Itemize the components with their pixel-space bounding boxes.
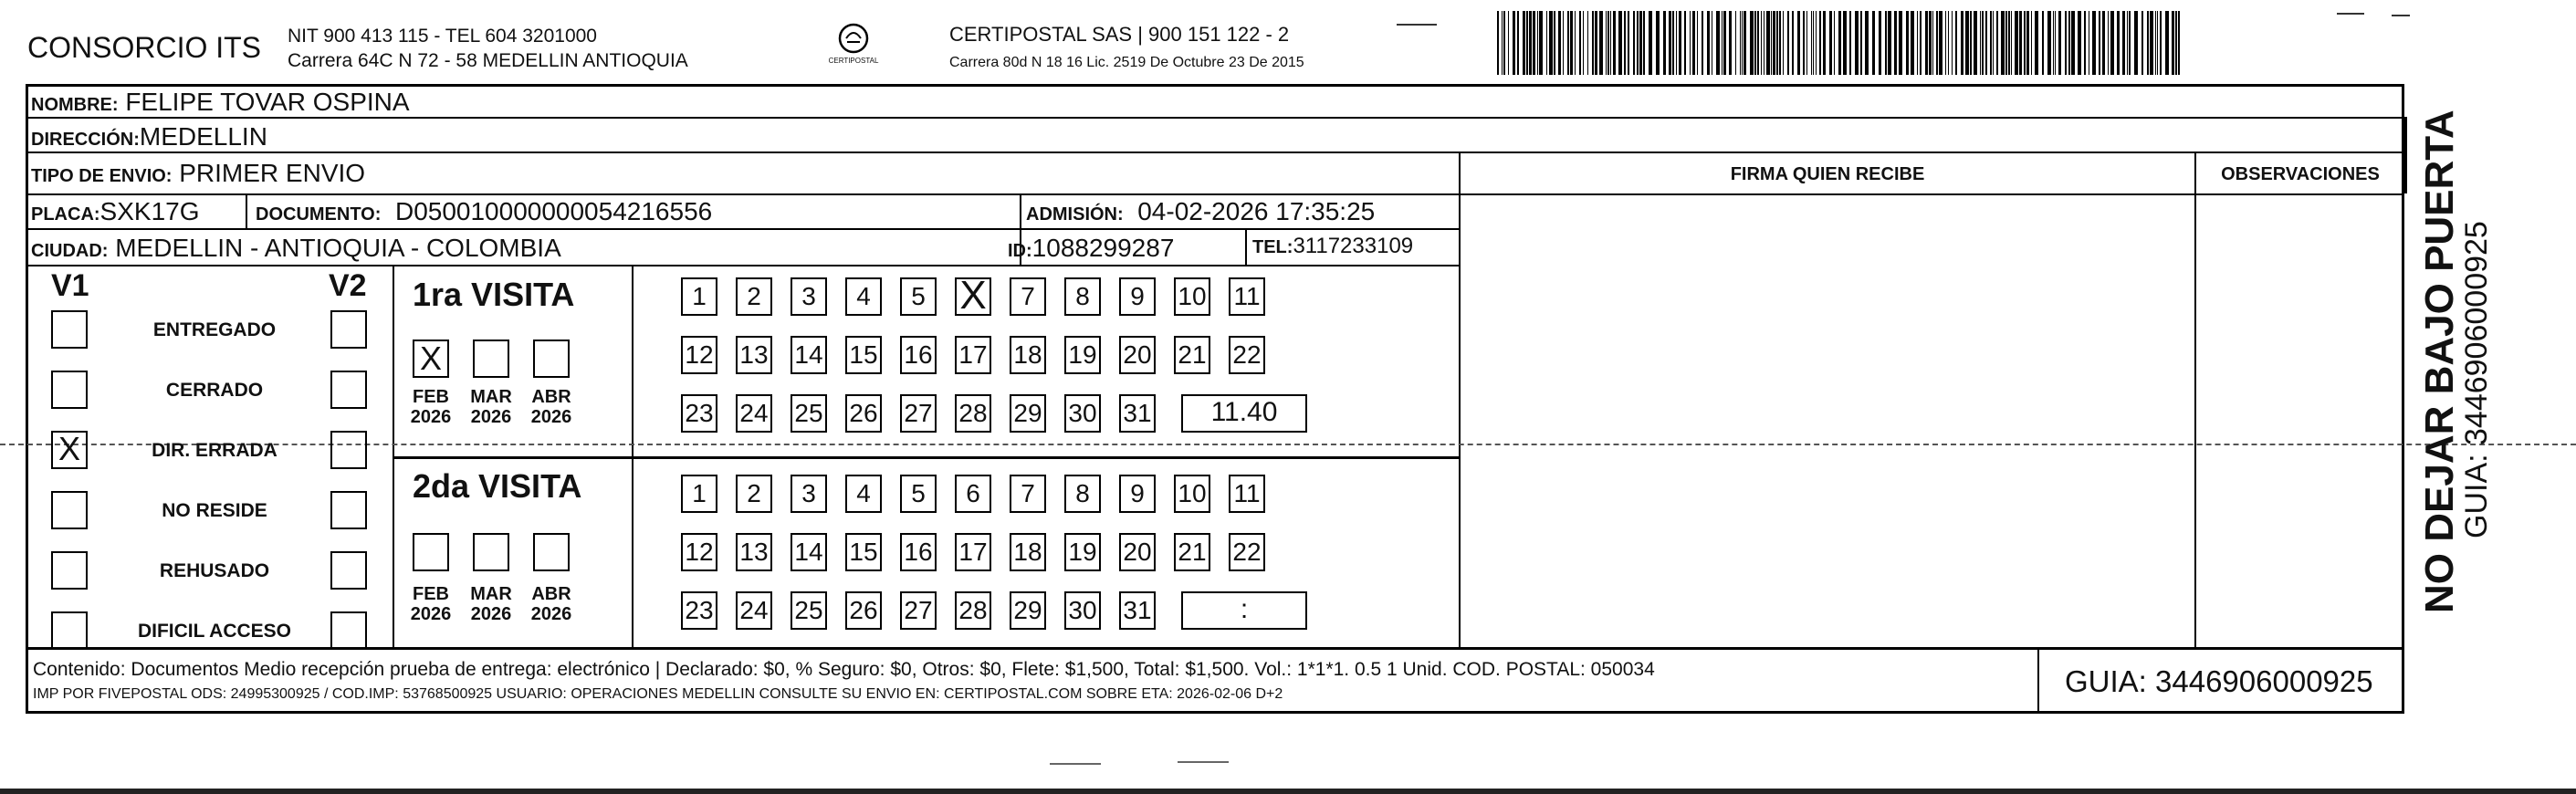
v2-checkbox bbox=[330, 551, 367, 590]
barcode-bar bbox=[1497, 11, 1499, 75]
barcode-bar bbox=[1628, 11, 1629, 75]
visit2-day-box: 10 bbox=[1174, 475, 1210, 513]
visit1-day-box: 25 bbox=[791, 394, 827, 433]
barcode-bar bbox=[1537, 11, 1538, 75]
barcode-bar bbox=[2053, 11, 2054, 75]
visit2-month-checkbox bbox=[413, 533, 449, 571]
barcode-bar bbox=[1716, 11, 1720, 75]
barcode-bar bbox=[2026, 11, 2029, 75]
barcode-bar bbox=[1744, 11, 1746, 75]
v2-checkbox bbox=[330, 371, 367, 409]
barcode-bar bbox=[1722, 11, 1723, 75]
visit1-day-box: 27 bbox=[900, 394, 937, 433]
visit2-day-box: 15 bbox=[845, 533, 882, 571]
barcode-bar bbox=[1803, 11, 1805, 75]
barcode-bar bbox=[2108, 11, 2109, 75]
visit1-title: 1ra VISITA bbox=[413, 276, 575, 313]
barcode-bar bbox=[2071, 11, 2075, 75]
barcode-bar bbox=[2058, 11, 2061, 75]
barcode-bar bbox=[1980, 11, 1981, 75]
barcode-bar bbox=[1607, 11, 1609, 75]
company-contact bbox=[288, 24, 688, 73]
barcode-bar bbox=[1579, 11, 1581, 75]
visit1-day-box: 3 bbox=[791, 277, 827, 316]
month-name: FEB bbox=[413, 584, 449, 604]
barcode-bar bbox=[1567, 11, 1569, 75]
status-reason-label: ENTREGADO bbox=[152, 319, 277, 340]
visit1-day-box: 10 bbox=[1174, 277, 1210, 316]
barcode-bar bbox=[2065, 11, 2067, 75]
visit2-day-box: 7 bbox=[1010, 475, 1046, 513]
v2-checkbox bbox=[330, 431, 367, 469]
barcode-bar bbox=[2055, 11, 2056, 75]
certipostal-address: Carrera 80d N 18 16 Lic. 2519 De Octubre 23 De 2015 bbox=[949, 55, 1304, 70]
v1-label: V1 bbox=[51, 268, 89, 303]
barcode-bar bbox=[1570, 11, 1573, 75]
barcode-bar bbox=[1955, 11, 1957, 75]
barcode-bar bbox=[1529, 11, 1532, 75]
visit2-day-box: 20 bbox=[1119, 533, 1156, 571]
visit2-month-label bbox=[403, 584, 458, 624]
barcode-bar bbox=[1872, 11, 1875, 75]
barcode-bar bbox=[1952, 11, 1953, 75]
scan-edge bbox=[0, 789, 2576, 794]
barcode-bar bbox=[1587, 11, 1588, 75]
barcode-bar bbox=[1811, 11, 1812, 75]
visit2-day-box: 28 bbox=[955, 591, 991, 630]
visit1-day-box: 11 bbox=[1229, 277, 1265, 316]
month-name: MAR bbox=[470, 387, 512, 407]
barcode-bar bbox=[2157, 11, 2158, 75]
nombre-field: NOMBRE: FELIPE TOVAR OSPINA bbox=[31, 88, 410, 116]
visit1-day-box: 22 bbox=[1229, 336, 1265, 374]
barcode-bar bbox=[1610, 11, 1611, 75]
barcode-bar bbox=[1575, 11, 1576, 75]
visit2-day-box: 8 bbox=[1064, 475, 1101, 513]
visit2-day-box: 13 bbox=[736, 533, 772, 571]
visit1-month-checkbox: X bbox=[413, 340, 449, 378]
v2-checkbox bbox=[330, 611, 367, 650]
firma-header: FIRMA QUIEN RECIBE bbox=[1730, 164, 1925, 184]
barcode-bar bbox=[1948, 11, 1949, 75]
v1-checkbox bbox=[51, 371, 88, 409]
barcode-bar bbox=[1613, 11, 1616, 75]
barcode-bar bbox=[1639, 11, 1642, 75]
barcode-bar bbox=[1945, 11, 1946, 75]
barcode-bar bbox=[1583, 11, 1584, 75]
barcode-icon bbox=[1497, 11, 2182, 75]
barcode-bar bbox=[1649, 11, 1652, 75]
visit2-day-box: 11 bbox=[1229, 475, 1265, 513]
visit1-time-box: 11.40 bbox=[1181, 394, 1307, 433]
barcode-bar bbox=[1684, 11, 1686, 75]
v2-checkbox bbox=[330, 310, 367, 349]
visit1-day-box: 26 bbox=[845, 394, 882, 433]
visit2-day-box: 17 bbox=[955, 533, 991, 571]
barcode-bar bbox=[1554, 11, 1555, 75]
visit2-day-box: 12 bbox=[681, 533, 717, 571]
barcode-bar bbox=[2092, 11, 2096, 75]
month-name: FEB bbox=[413, 387, 449, 407]
barcode-bar bbox=[2110, 11, 2114, 75]
visit1-day-box: 16 bbox=[900, 336, 937, 374]
barcode-bar bbox=[1899, 11, 1902, 75]
visit2-day-box: 6 bbox=[955, 475, 991, 513]
visit1-day-box: 4 bbox=[845, 277, 882, 316]
barcode-bar bbox=[1633, 11, 1635, 75]
barcode-bar bbox=[1754, 11, 1756, 75]
barcode-bar bbox=[1503, 11, 1505, 75]
barcode-bar bbox=[1697, 11, 1698, 75]
visit1-day-box: 5 bbox=[900, 277, 937, 316]
visit2-day-box: 4 bbox=[845, 475, 882, 513]
barcode-bar bbox=[2147, 11, 2149, 75]
visit2-month-checkbox bbox=[473, 533, 509, 571]
visit2-day-box: 23 bbox=[681, 591, 717, 630]
barcode-bar bbox=[2005, 11, 2007, 75]
barcode-bar bbox=[1843, 11, 1847, 75]
barcode-bar bbox=[1982, 11, 1984, 75]
barcode-bar bbox=[1757, 11, 1759, 75]
barcode-bar bbox=[1539, 11, 1543, 75]
barcode-bar bbox=[2011, 11, 2012, 75]
footer-guia: GUIA: 3446906000925 bbox=[2065, 664, 2373, 698]
barcode-bar bbox=[1823, 11, 1826, 75]
observaciones-header: OBSERVACIONES bbox=[2221, 164, 2380, 184]
nit-line: NIT 900 413 115 - TEL 604 3201000 bbox=[288, 26, 597, 47]
visit1-day-box: 18 bbox=[1010, 336, 1046, 374]
visit1-day-box: 2 bbox=[736, 277, 772, 316]
side-guia: GUIA: 3446906000925 bbox=[2459, 221, 2494, 538]
barcode-bar bbox=[1929, 11, 1932, 75]
visit1-month-checkbox bbox=[473, 340, 509, 378]
scan-speck bbox=[1178, 761, 1229, 763]
barcode-bar bbox=[1592, 11, 1594, 75]
month-year: 2026 bbox=[470, 407, 512, 427]
barcode-bar bbox=[2078, 11, 2081, 75]
visit1-day-box: 17 bbox=[955, 336, 991, 374]
visit2-day-box: 31 bbox=[1119, 591, 1156, 630]
barcode-bar bbox=[1771, 11, 1772, 75]
barcode-bar bbox=[1993, 11, 1994, 75]
barcode-bar bbox=[1502, 11, 1503, 75]
barcode-bar bbox=[1990, 11, 1992, 75]
barcode-bar bbox=[2042, 11, 2044, 75]
status-reason-label: NO RESIDE bbox=[162, 500, 267, 521]
barcode-bar bbox=[1740, 11, 1741, 75]
v1-checkbox: X bbox=[51, 431, 88, 469]
barcode-bar bbox=[1787, 11, 1789, 75]
v2-label: V2 bbox=[329, 268, 367, 303]
barcode-bar bbox=[1549, 11, 1553, 75]
barcode-bar bbox=[1860, 11, 1862, 75]
visit1-day-box: 13 bbox=[736, 336, 772, 374]
barcode-bar bbox=[2178, 11, 2180, 75]
v1-checkbox bbox=[51, 551, 88, 590]
barcode-bar bbox=[1773, 11, 1775, 75]
v1-checkbox bbox=[51, 491, 88, 529]
barcode-bar bbox=[1563, 11, 1564, 75]
visit1-day-box: 14 bbox=[791, 336, 827, 374]
barcode-bar bbox=[1742, 11, 1743, 75]
month-year: 2026 bbox=[410, 407, 452, 427]
barcode-bar bbox=[1834, 11, 1835, 75]
visit2-day-box: 29 bbox=[1010, 591, 1046, 630]
barcode-bar bbox=[2102, 11, 2105, 75]
status-reason-label: CERRADO bbox=[165, 380, 264, 401]
visit1-month-checkbox bbox=[533, 340, 570, 378]
visit2-month-checkbox bbox=[533, 533, 570, 571]
barcode-bar bbox=[1792, 11, 1794, 75]
visit1-day-box: 7 bbox=[1010, 277, 1046, 316]
status-reason-label: REHUSADO bbox=[159, 560, 270, 581]
barcode-bar bbox=[1637, 11, 1639, 75]
barcode-bar bbox=[1932, 11, 1933, 75]
barcode-bar bbox=[1558, 11, 1561, 75]
barcode-bar bbox=[1707, 11, 1710, 75]
barcode-bar bbox=[2172, 11, 2174, 75]
v1-checkbox bbox=[51, 611, 88, 650]
barcode-bar bbox=[2122, 11, 2125, 75]
visit2-day-box: 21 bbox=[1174, 533, 1210, 571]
scan-speck bbox=[2392, 15, 2410, 16]
visit1-day-box: 19 bbox=[1064, 336, 1101, 374]
barcode-bar bbox=[1783, 11, 1784, 75]
visit2-month-label bbox=[524, 584, 579, 624]
barcode-bar bbox=[1806, 11, 1807, 75]
barcode-bar bbox=[1813, 11, 1814, 75]
visit2-day-box: 30 bbox=[1064, 591, 1101, 630]
barcode-bar bbox=[1965, 11, 1969, 75]
barcode-bar bbox=[1797, 11, 1800, 75]
barcode-bar bbox=[1618, 11, 1622, 75]
barcode-bar bbox=[1855, 11, 1859, 75]
barcode-bar bbox=[1761, 11, 1762, 75]
visit1-day-box: 1 bbox=[681, 277, 717, 316]
barcode-bar bbox=[1656, 11, 1660, 75]
barcode-bar bbox=[2047, 11, 2051, 75]
barcode-bar bbox=[1766, 11, 1770, 75]
barcode-bar bbox=[1526, 11, 1528, 75]
footer-imp: IMP POR FIVEPOSTAL ODS: 24995300925 / COD.IMP: 53768500925 USUARIO: OPERACIONES MEDELLIN CONSULTE SU ENVIO EN: CERTIPOSTAL.COM SOBRE ETA: 2026-02-06 D+2 bbox=[33, 686, 1283, 702]
barcode-bar bbox=[2175, 11, 2177, 75]
month-year: 2026 bbox=[530, 407, 572, 427]
status-reason-label: DIR. ERRADA bbox=[152, 440, 277, 461]
barcode-bar bbox=[1676, 11, 1677, 75]
tel-field: TEL:3117233109 bbox=[1252, 234, 1414, 258]
visit2-day-box: 27 bbox=[900, 591, 937, 630]
visit2-time-box: : bbox=[1181, 591, 1307, 630]
barcode-bar bbox=[1643, 11, 1645, 75]
barcode-bar bbox=[1776, 11, 1778, 75]
visit1-month-label bbox=[464, 387, 518, 427]
visit1-day-box: 23 bbox=[681, 394, 717, 433]
visit2-title: 2da VISITA bbox=[413, 467, 582, 505]
barcode-bar bbox=[1533, 11, 1535, 75]
visit2-day-box: 24 bbox=[736, 591, 772, 630]
barcode-bar bbox=[2127, 11, 2128, 75]
scan-speck bbox=[1397, 24, 1437, 26]
visit1-day-box: 15 bbox=[845, 336, 882, 374]
barcode-bar bbox=[2068, 11, 2070, 75]
visit2-day-box: 14 bbox=[791, 533, 827, 571]
v1-checkbox bbox=[51, 310, 88, 349]
barcode-bar bbox=[2141, 11, 2143, 75]
visit2-day-box: 18 bbox=[1010, 533, 1046, 571]
visit1-day-box: 30 bbox=[1064, 394, 1101, 433]
barcode-bar bbox=[2134, 11, 2138, 75]
visit2-day-box: 5 bbox=[900, 475, 937, 513]
visit1-day-box: 12 bbox=[681, 336, 717, 374]
scan-speck bbox=[2337, 13, 2364, 15]
barcode-bar bbox=[1723, 11, 1726, 75]
visit2-day-box: 22 bbox=[1229, 533, 1265, 571]
month-year: 2026 bbox=[410, 604, 452, 624]
barcode-bar bbox=[2015, 11, 2018, 75]
barcode-bar bbox=[1849, 11, 1851, 75]
month-name: ABR bbox=[531, 584, 571, 604]
barcode-bar bbox=[1819, 11, 1821, 75]
barcode-bar bbox=[2160, 11, 2162, 75]
scan-speck bbox=[1050, 763, 1101, 765]
visit2-day-box: 16 bbox=[900, 533, 937, 571]
visit1-day-box: 21 bbox=[1174, 336, 1210, 374]
barcode-bar bbox=[1939, 11, 1942, 75]
barcode-bar bbox=[1690, 11, 1691, 75]
barcode-bar bbox=[1729, 11, 1732, 75]
barcode-bar bbox=[1606, 11, 1607, 75]
placa-field: PLACA:SXK17G bbox=[31, 197, 200, 225]
barcode-bar bbox=[1672, 11, 1674, 75]
barcode-bar bbox=[1865, 11, 1869, 75]
visit2-day-box: 2 bbox=[736, 475, 772, 513]
barcode-bar bbox=[1911, 11, 1914, 75]
barcode-bar bbox=[1925, 11, 1928, 75]
barcode-bar bbox=[1996, 11, 1998, 75]
barcode-bar bbox=[1885, 11, 1887, 75]
barcode-bar bbox=[2001, 11, 2005, 75]
no-dejar-bajo-puerta: NO DEJAR BAJO PUERTA bbox=[2417, 110, 2462, 613]
visit1-day-box: 8 bbox=[1064, 277, 1101, 316]
direccion-field: DIRECCIÓN:MEDELLIN bbox=[31, 122, 267, 151]
barcode-bar bbox=[1936, 11, 1938, 75]
visit1-day-box: 28 bbox=[955, 394, 991, 433]
status-reason-label: DIFICIL ACCESO bbox=[137, 621, 291, 642]
month-name: MAR bbox=[470, 584, 512, 604]
fold-line bbox=[0, 444, 2576, 445]
company-name: CONSORCIO ITS bbox=[27, 31, 262, 64]
barcode-bar bbox=[1679, 11, 1681, 75]
barcode-bar bbox=[2150, 11, 2153, 75]
month-year: 2026 bbox=[530, 604, 572, 624]
visit2-day-box: 26 bbox=[845, 591, 882, 630]
barcode-bar bbox=[2129, 11, 2131, 75]
barcode-bar bbox=[2019, 11, 2022, 75]
barcode-bar bbox=[1894, 11, 1897, 75]
barcode-bar bbox=[1779, 11, 1781, 75]
barcode-bar bbox=[2035, 11, 2038, 75]
month-name: ABR bbox=[531, 387, 571, 407]
visit1-day-box: X bbox=[955, 277, 991, 316]
footer-contenido: Contenido: Documentos Medio recepción prueba de entrega: electrónico | Declarado: $0, % Seguro: $0, Otros: $0, Flete: $1,500, Total: $1,500. Vol.: 1*1*1. 0.5 1 Unid. COD. POSTAL: 050034 bbox=[33, 659, 1655, 680]
visit1-month-label bbox=[524, 387, 579, 427]
barcode-bar bbox=[2117, 11, 2120, 75]
documento-field: DOCUMENTO: D050010000000054216556 bbox=[256, 197, 713, 225]
barcode-bar bbox=[1692, 11, 1695, 75]
barcode-bar bbox=[1970, 11, 1972, 75]
barcode-bar bbox=[2008, 11, 2010, 75]
company-address: Carrera 64C N 72 - 58 MEDELLIN ANTIOQUIA bbox=[288, 50, 688, 71]
v2-checkbox bbox=[330, 491, 367, 529]
barcode-bar bbox=[2024, 11, 2026, 75]
visit2-day-box: 9 bbox=[1119, 475, 1156, 513]
certipostal-info bbox=[949, 20, 1304, 77]
admision-field: ADMISIÓN: 04-02-2026 17:35:25 bbox=[1026, 197, 1376, 225]
ciudad-field: CIUDAD: MEDELLIN - ANTIOQUIA - COLOMBIA bbox=[31, 234, 561, 262]
barcode-bar bbox=[1917, 11, 1918, 75]
barcode-bar bbox=[1517, 11, 1519, 75]
barcode-bar bbox=[1838, 11, 1841, 75]
visit1-day-box: 31 bbox=[1119, 394, 1156, 433]
logo-text: CERTIPOSTAL bbox=[828, 57, 879, 65]
barcode-bar bbox=[1888, 11, 1891, 75]
visit1-day-box: 20 bbox=[1119, 336, 1156, 374]
barcode-bar bbox=[2155, 11, 2156, 75]
visit1-month-label bbox=[403, 387, 458, 427]
barcode-bar bbox=[2099, 11, 2100, 75]
visit2-day-box: 3 bbox=[791, 475, 827, 513]
barcode-bar bbox=[2165, 11, 2169, 75]
barcode-bar bbox=[1702, 11, 1703, 75]
barcode-bar bbox=[1961, 11, 1963, 75]
barcode-bar bbox=[1663, 11, 1666, 75]
barcode-bar bbox=[1513, 11, 1515, 75]
barcode-bar bbox=[1974, 11, 1977, 75]
visit2-day-box: 19 bbox=[1064, 533, 1101, 571]
visit2-day-box: 1 bbox=[681, 475, 717, 513]
barcode-bar bbox=[1624, 11, 1626, 75]
barcode-bar bbox=[1735, 11, 1736, 75]
tipo-envio-field: TIPO DE ENVIO: PRIMER ENVIO bbox=[31, 159, 366, 187]
barcode-bar bbox=[1985, 11, 1987, 75]
barcode-bar bbox=[1829, 11, 1832, 75]
barcode-bar bbox=[2084, 11, 2086, 75]
barcode-bar bbox=[1750, 11, 1754, 75]
month-year: 2026 bbox=[470, 604, 512, 624]
barcode-bar bbox=[1920, 11, 1922, 75]
barcode-bar bbox=[1906, 11, 1909, 75]
barcode-bar bbox=[1546, 11, 1547, 75]
barcode-bar bbox=[1669, 11, 1671, 75]
barcode-bar bbox=[1508, 11, 1509, 75]
barcode-bar bbox=[2031, 11, 2032, 75]
barcode-bar bbox=[1879, 11, 1881, 75]
visit2-month-label bbox=[464, 584, 518, 624]
certipostal-line: CERTIPOSTAL SAS | 900 151 122 - 2 bbox=[949, 23, 1290, 46]
visit1-day-box: 24 bbox=[736, 394, 772, 433]
id-field: ID:1088299287 bbox=[1008, 234, 1175, 262]
visit1-day-box: 9 bbox=[1119, 277, 1156, 316]
barcode-bar bbox=[1816, 11, 1817, 75]
visit2-day-box: 25 bbox=[791, 591, 827, 630]
visit1-day-box: 29 bbox=[1010, 394, 1046, 433]
barcode-bar bbox=[1595, 11, 1597, 75]
barcode-bar bbox=[1523, 11, 1525, 75]
barcode-bar bbox=[1599, 11, 1603, 75]
